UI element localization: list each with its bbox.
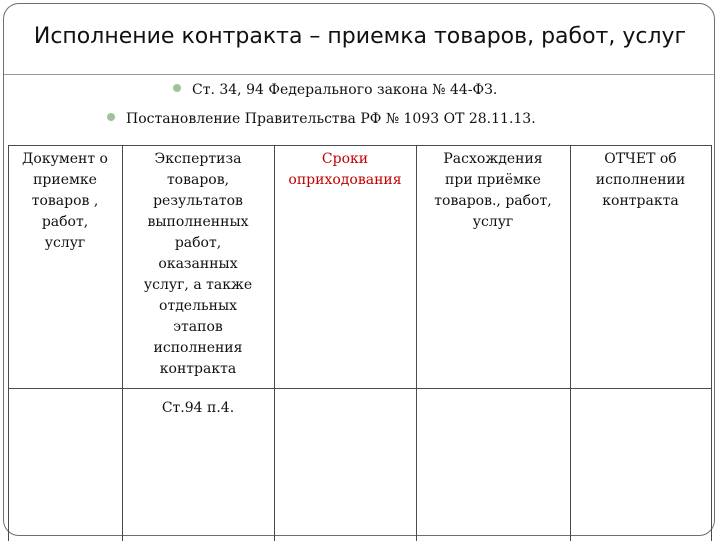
row-divider bbox=[8, 388, 712, 389]
header-expertise: Экспертиза товаров, результатов выполненных работ, оказанных услуг, а также отдельных этапов исполнения контракта bbox=[143, 151, 253, 377]
table-cell-expertise-reference: Ст.94 п.4. bbox=[161, 400, 235, 416]
column-divider bbox=[274, 145, 275, 541]
bullet-law-reference bbox=[173, 82, 497, 98]
header-discrepancies: Расхождения при приёмке товаров., работ, услуг bbox=[434, 151, 552, 230]
header-posting-terms: Сроки оприходования bbox=[288, 151, 402, 188]
slide-title: Исполнение контракта – приемка товаров, работ, услуг bbox=[33, 24, 687, 49]
title-divider bbox=[4, 74, 714, 75]
bullet-text: Постановление Правительства РФ № 1093 ОТ 28.11.13. bbox=[126, 111, 536, 127]
bullet-icon bbox=[107, 113, 115, 121]
table-border-top bbox=[8, 145, 712, 146]
bullet-icon bbox=[173, 84, 181, 92]
table-border-right bbox=[711, 145, 712, 541]
acceptance-table bbox=[8, 145, 712, 541]
bullet-government-resolution bbox=[107, 111, 536, 127]
header-execution-report: ОТЧЕТ об исполнении контракта bbox=[595, 151, 686, 209]
bullet-text: Ст. 34, 94 Федерального закона № 44-ФЗ. bbox=[192, 82, 498, 98]
header-acceptance-document: Документ о приемке товаров , работ, услуг bbox=[22, 151, 108, 251]
